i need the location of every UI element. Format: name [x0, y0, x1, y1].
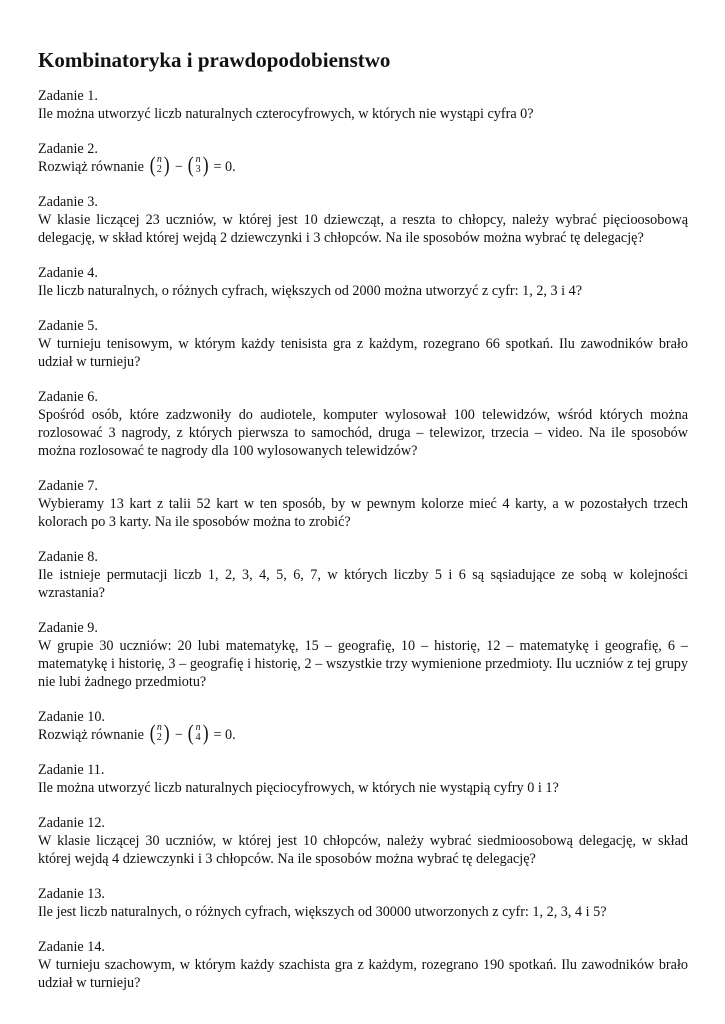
problem-text: Ile jest liczb naturalnych, o różnych cyfrach, większych od 30000 utworzonych z cyfr: 1, 2, 3, 4 i 5? — [38, 904, 607, 920]
problem-10 — [38, 708, 688, 744]
equation-operator: − — [174, 727, 183, 743]
binomial-coefficient: ( n 3 ) — [188, 151, 209, 177]
problem-label: Zadanie 10. — [38, 709, 105, 725]
problem-label: Zadanie 4. — [38, 265, 98, 281]
problem-label: Zadanie 3. — [38, 194, 98, 210]
equation-prefix: Rozwiąż równanie — [38, 159, 144, 175]
binomial-bottom: 4 — [195, 731, 201, 743]
problem-label: Zadanie 13. — [38, 886, 105, 902]
problem-14 — [38, 938, 688, 992]
problem-label: Zadanie 12. — [38, 815, 105, 831]
problem-text: W grupie 30 uczniów: 20 lubi matematykę, 15 – geografię, 10 – historię, 12 – matematykę i geografię, 6 – matematykę i historię, 3 – geografię i historię, 2 – wszystkie trzy wymienione przedmioty. Ilu uczniów z tej grupy nie lubi żadnego przedmiotu? — [38, 638, 688, 690]
problem-label: Zadanie 7. — [38, 478, 98, 494]
problem-2 — [38, 140, 688, 176]
problem-6 — [38, 388, 688, 460]
problem-label: Zadanie 14. — [38, 939, 105, 955]
problem-label: Zadanie 5. — [38, 318, 98, 334]
problem-11 — [38, 761, 688, 797]
problem-text: W klasie liczącej 23 uczniów, w której jest 10 dziewcząt, a reszta to chłopcy, należy wybrać pięcioosobową delegację, w skład której wejdą 2 dziewczynki i 3 chłopców. Na ile sposobów można wybrać tę delegację? — [38, 212, 688, 246]
problem-text: Wybieramy 13 kart z talii 52 kart w ten sposób, by w pewnym kolorze mieć 4 karty, a w pozostałych trzech kolorach po 3 karty. Na ile sposobów można to zrobić? — [38, 496, 688, 530]
problem-3 — [38, 193, 688, 247]
problem-label: Zadanie 1. — [38, 88, 98, 104]
problem-equation — [38, 719, 688, 745]
problem-13 — [38, 885, 688, 921]
problem-text: Ile liczb naturalnych, o różnych cyfrach, większych od 2000 można utworzyć z cyfr: 1, 2, 3 i 4? — [38, 283, 583, 299]
problem-text: W turnieju tenisowym, w którym każdy tenisista gra z każdym, rozegrano 66 spotkań. Ilu zawodników brało udział w turnieju? — [38, 336, 688, 370]
problem-label: Zadanie 2. — [38, 141, 98, 157]
binomial-coefficient: ( n 4 ) — [188, 719, 209, 745]
equation-operator: − — [174, 159, 183, 175]
problem-7 — [38, 477, 688, 531]
problem-9 — [38, 619, 688, 691]
problem-label: Zadanie 8. — [38, 549, 98, 565]
binomial-top: n — [195, 721, 201, 733]
problem-equation — [38, 151, 688, 177]
equation-suffix: = 0. — [213, 727, 236, 743]
problem-1 — [38, 87, 688, 123]
binomial-bottom: 2 — [156, 163, 162, 175]
binomial-top: n — [195, 153, 201, 165]
problem-label: Zadanie 6. — [38, 389, 98, 405]
problem-12 — [38, 814, 688, 868]
equation-prefix: Rozwiąż równanie — [38, 727, 144, 743]
problem-text: W klasie liczącej 30 uczniów, w której jest 10 chłopców, należy wybrać siedmioosobową delegację, w skład której wejdą 4 dziewczynki i 3 chłopców. Na ile sposobów można wybrać tę delegację? — [38, 833, 688, 867]
page-title: Kombinatoryka i prawdopodobienstwo — [38, 48, 391, 72]
equation-suffix: = 0. — [213, 159, 236, 175]
binomial-coefficient: ( n 2 ) — [149, 719, 170, 745]
problem-text: Ile można utworzyć liczb naturalnych czterocyfrowych, w których nie wystąpi cyfra 0? — [38, 106, 534, 122]
problem-text: W turnieju szachowym, w którym każdy szachista gra z każdym, rozegrano 190 spotkań. Ilu zawodników brało udział w turnieju? — [38, 957, 688, 991]
problem-text: Spośród osób, które zadzwoniły do audiotele, komputer wylosował 100 telewidzów, wśród których można rozlosować 3 nagrody, z których pierwsza to samochód, druga – telewizor, trzecia – video. Na ile sposobów można rozlosować te nagrody dla 100 wylosowanych telewidzów? — [38, 407, 688, 459]
binomial-top: n — [156, 153, 162, 165]
problem-text: Ile można utworzyć liczb naturalnych pięciocyfrowych, w których nie wystąpią cyfry 0 i 1? — [38, 780, 559, 796]
problem-5 — [38, 317, 688, 371]
problem-8 — [38, 548, 688, 602]
problem-label: Zadanie 11. — [38, 762, 105, 778]
binomial-bottom: 3 — [195, 163, 201, 175]
problem-label: Zadanie 9. — [38, 620, 98, 636]
problem-text: Ile istnieje permutacji liczb 1, 2, 3, 4, 5, 6, 7, w których liczby 5 i 6 są sąsiadujące ze sobą w kolejności wzrastania? — [38, 567, 688, 601]
binomial-bottom: 2 — [156, 731, 162, 743]
binomial-top: n — [156, 721, 162, 733]
binomial-coefficient: ( n 2 ) — [149, 151, 170, 177]
problem-4 — [38, 264, 688, 300]
document-page — [38, 47, 688, 1009]
